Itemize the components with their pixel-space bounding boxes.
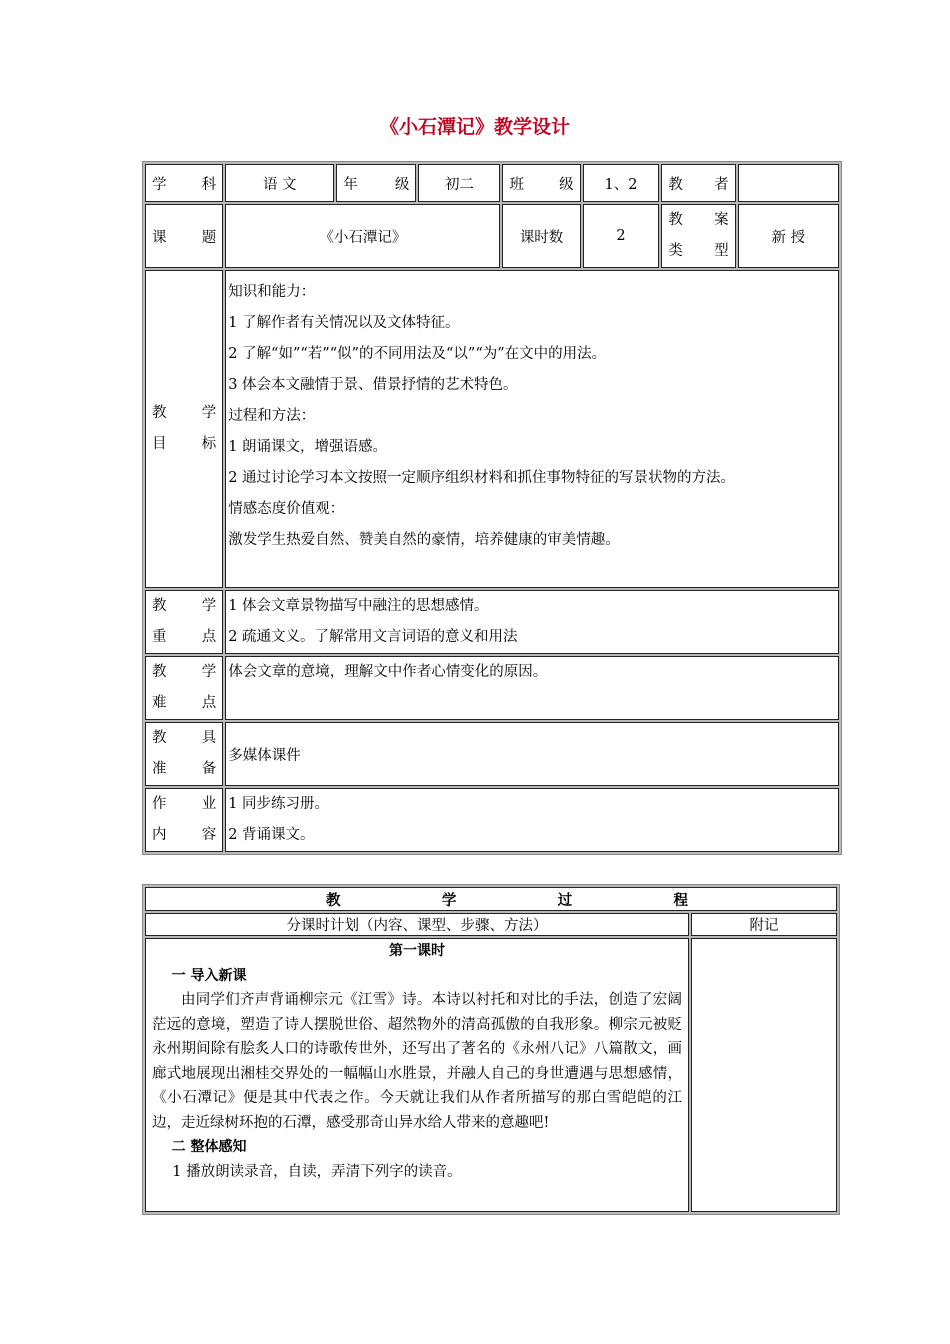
homework-label-line2: 内 容 — [152, 827, 217, 843]
tools-content: 多媒体课件 — [225, 722, 839, 786]
tools-label — [145, 722, 223, 786]
hours-label: 课时数 — [502, 204, 580, 268]
section-item: 1 播放朗读录音，自读，弄清下列字的读音。 — [172, 1163, 462, 1180]
plan-type-value: 新 授 — [738, 204, 839, 268]
key-point-line: 1 体会文章景物描写中融注的思想感情。 — [228, 598, 489, 614]
goals-line: 2 通过讨论学习本文按照一定顺序组织材料和抓住事物特征的写景状物的方法。 — [228, 470, 736, 486]
plan-column-header: 分课时计划（内容、课型、步骤、方法） — [145, 913, 689, 936]
key-points-content — [225, 590, 839, 654]
notes-column-header: 附记 — [691, 913, 837, 936]
goals-line: 1 了解作者有关情况以及文体特征。 — [228, 315, 460, 331]
process-header-char: 学 — [441, 892, 457, 909]
goals-label-line1: 教 学 — [152, 405, 217, 421]
goals-line: 激发学生热爱自然、赞美自然的豪情，培养健康的审美情趣。 — [228, 532, 620, 548]
key-points-label-line2: 重 点 — [152, 629, 217, 645]
homework-label — [145, 788, 223, 852]
teacher-label: 教 者 — [661, 164, 735, 202]
lesson-plan-content — [145, 938, 689, 1212]
key-points-label — [145, 590, 223, 654]
process-header-char: 过 — [557, 892, 573, 909]
homework-line: 1 同步练习册。 — [228, 796, 330, 812]
plan-type-label-line2: 类 型 — [668, 243, 729, 259]
hours-value: 2 — [583, 204, 660, 268]
goals-line: 3 体会本文融情于景、借景抒情的艺术特色。 — [228, 377, 518, 393]
process-header-char: 程 — [673, 892, 688, 909]
homework-label-line1: 作 业 — [152, 796, 217, 812]
difficult-points-label — [145, 656, 223, 720]
tools-label-line2: 准 备 — [152, 761, 217, 777]
notes-content — [691, 938, 837, 1212]
goals-line: 过程和方法： — [228, 408, 316, 424]
teacher-value — [738, 164, 839, 202]
subject-value: 语 文 — [225, 164, 334, 202]
grade-label: 年 级 — [336, 164, 416, 202]
goals-label — [145, 270, 223, 588]
subject-label: 学 科 — [145, 164, 223, 202]
lesson-info-table — [142, 161, 842, 855]
homework-line: 2 背诵课文。 — [228, 827, 315, 843]
class-value: 1、2 — [583, 164, 660, 202]
homework-content — [225, 788, 839, 852]
plan-type-label-line1: 教 案 — [668, 212, 729, 228]
process-header-char: 教 — [326, 892, 341, 909]
section-heading: 一 导入新课 — [171, 967, 247, 984]
topic-label: 课 题 — [145, 204, 223, 268]
plan-type-label — [661, 204, 735, 268]
section-paragraph: 由同学们齐声背诵柳宗元《江雪》诗。本诗以衬托和对比的手法，创造了宏阔茫远的意境，塑造了诗人摆脱世俗、超然物外的清高孤傲的自我形象。柳宗元被贬永州期间除有脍炙人口的诗歌传世外，还写出了著名的《永州八记》八篇散文，画廊式地展现出湘桂交界处的一幅幅山水胜景，并融人自己的身世遭遇与思想感情，《小石潭记》便是其中代表之作。今天就让我们从作者所描写的那白雪皑皑的江边，走近绿树环抱的石潭，感受那奇山异水给人带来的意趣吧! — [152, 992, 682, 1131]
document-title: 《小石潭记》教学设计 — [379, 116, 570, 138]
difficult-label-line1: 教 学 — [152, 664, 217, 680]
topic-value: 《小石潭记》 — [225, 204, 500, 268]
goals-line: 1 朗诵课文，增强语感。 — [228, 439, 388, 455]
lesson-title: 第一课时 — [389, 943, 445, 959]
key-points-label-line1: 教 学 — [152, 598, 217, 614]
class-label: 班 级 — [502, 164, 580, 202]
goals-line: 情感态度价值观： — [228, 501, 345, 517]
section-heading: 二 整体感知 — [171, 1139, 247, 1155]
key-point-line: 2 疏通文义。了解常用文言词语的意义和用法 — [228, 629, 518, 645]
grade-value: 初二 — [418, 164, 500, 202]
goals-content — [225, 270, 839, 588]
goals-label-line2: 目 标 — [152, 436, 217, 452]
tools-label-line1: 教 具 — [152, 730, 217, 746]
goals-line: 2 了解“如”“若”“似”的不同用法及“以”“为”在文中的用法。 — [228, 346, 607, 362]
teaching-process-table — [142, 884, 840, 1215]
process-header — [145, 887, 837, 911]
goals-line: 知识和能力： — [228, 284, 316, 300]
difficult-label-line2: 难 点 — [152, 695, 217, 711]
difficult-points-content: 体会文章的意境，理解文中作者心情变化的原因。 — [225, 656, 839, 720]
